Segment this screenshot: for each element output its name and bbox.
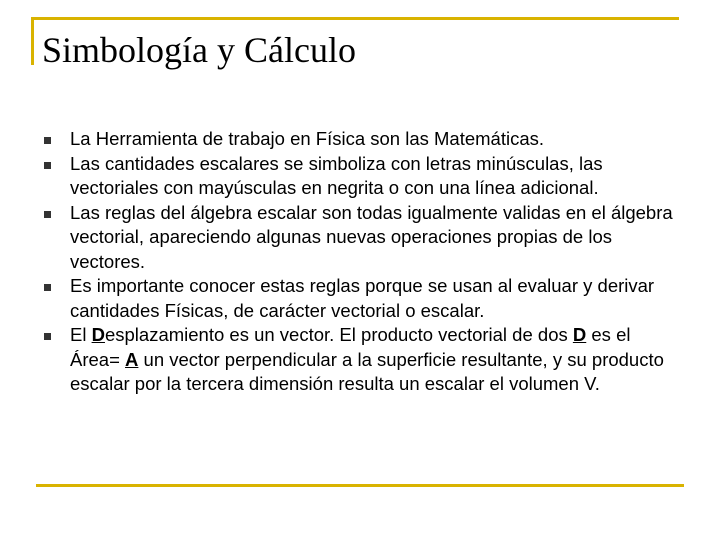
square-bullet-icon xyxy=(44,333,51,340)
bullet-item xyxy=(44,274,684,323)
square-bullet-icon xyxy=(44,211,51,218)
bullet-text-part: esplazamiento es un vector. El producto vectorial de dos xyxy=(104,324,573,345)
bullet-text: Es importante conocer estas reglas porque se usan al evaluar y derivar cantidades Físicas, de carácter vectorial o escalar. xyxy=(70,275,655,321)
bullet-list xyxy=(44,127,684,397)
bullet-text: La Herramienta de trabajo en Física son las Matemáticas. xyxy=(70,128,545,149)
underlined-letter: D xyxy=(572,324,587,345)
bullet-text xyxy=(70,324,664,394)
bullet-item xyxy=(44,323,684,397)
bullet-text-part: es el Área= xyxy=(70,324,631,370)
bullet-item xyxy=(44,152,684,201)
bullet-item xyxy=(44,201,684,275)
bullet-text-part: un vector perpendicular a la superficie resultante, y su producto escalar por la tercera dimensión resulta un escalar el volumen V. xyxy=(70,348,664,394)
square-bullet-icon xyxy=(44,284,51,291)
square-bullet-icon xyxy=(44,137,51,144)
bottom-accent-line xyxy=(36,484,684,487)
bullet-text-part: El xyxy=(70,324,92,345)
slide-title: Simbología y Cálculo xyxy=(42,30,356,70)
bullet-text: Las reglas del álgebra escalar son todas igualmente validas en el álgebra vectorial, apareciendo algunas nuevas operaciones propias de los vectores. xyxy=(70,201,673,272)
top-accent-line xyxy=(31,17,679,20)
left-accent-line xyxy=(31,17,34,65)
bullet-item xyxy=(44,127,684,152)
underlined-letter: D xyxy=(91,324,105,345)
underlined-letter: A xyxy=(125,348,139,370)
square-bullet-icon xyxy=(44,162,51,169)
bullet-text: Las cantidades escalares se simboliza con letras minúsculas, las vectoriales con mayúsculas en negrita o con una línea adicional. xyxy=(70,152,603,198)
